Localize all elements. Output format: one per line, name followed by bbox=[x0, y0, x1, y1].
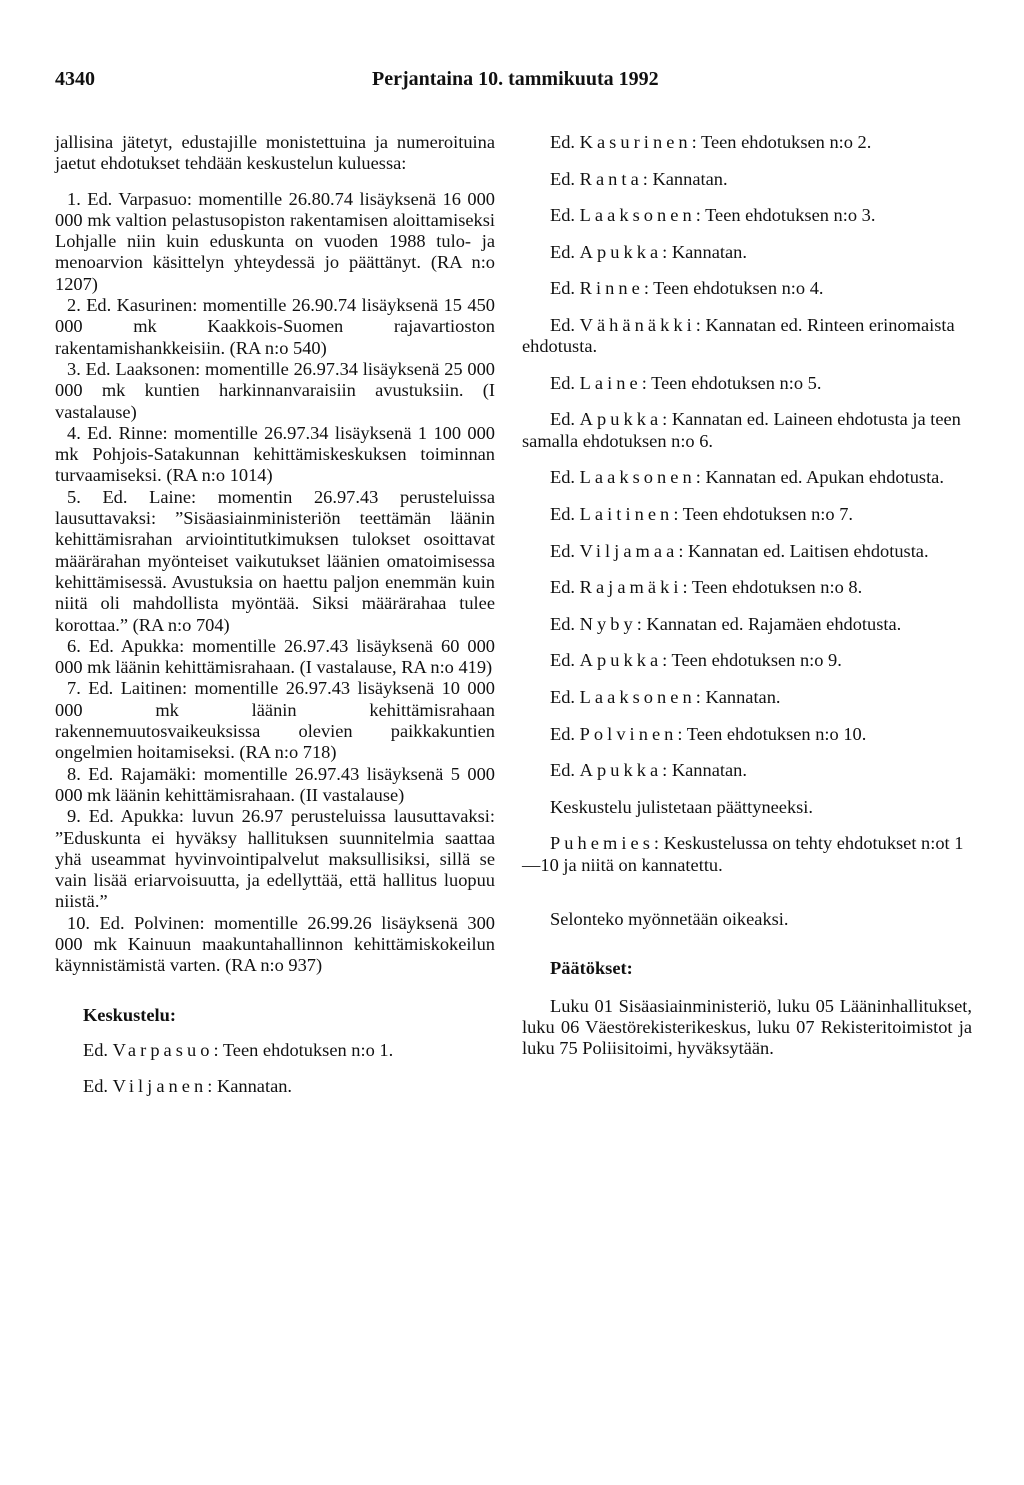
proposal-item: 5. Ed. Laine: momentin 26.97.43 perusteluissa lausuttavaksi: ”Sisäasiainministeriön teettämän läänin kehittämisrahan arviointitutkimuksen tulokset osoittavat määrärahan myönteiset vaikutukset läänien omatoimisessa kehittämisessä. Avustuksia on haettu paljon enemmän kuin niitä oli mahdollista myöntää. Siksi määrärahaa tulee korottaa.” (RA n:o 704) bbox=[55, 486, 495, 635]
speech-prefix: Ed. bbox=[550, 372, 576, 393]
speech-text: : Kannatan ed. Apukan ehdotusta. bbox=[695, 467, 944, 488]
speech-entry bbox=[522, 504, 972, 525]
speaker-remark bbox=[522, 833, 972, 876]
speech-prefix: Ed. bbox=[550, 314, 576, 335]
speech-prefix: Ed. bbox=[83, 1039, 109, 1060]
left-column bbox=[55, 132, 495, 1113]
speech-entry bbox=[522, 541, 972, 562]
proposal-item: 4. Ed. Rinne: momentille 26.97.34 lisäyksenä 1 100 000 mk Pohjois-Satakunnan kehittämiskeskuksen toiminnan turvaamiseksi. (RA n:o 1014) bbox=[55, 422, 495, 486]
speaker-name: Puhemies bbox=[550, 833, 654, 854]
speech-text: : Kannatan. bbox=[207, 1076, 293, 1097]
speech-prefix: Ed. bbox=[83, 1076, 109, 1097]
speech-text: : Teen ehdotuksen n:o 2. bbox=[691, 132, 872, 152]
speaker-name: Rinne bbox=[579, 278, 644, 299]
speech-entry bbox=[522, 315, 972, 358]
speaker-name: Apukka bbox=[579, 760, 663, 781]
speech-entry bbox=[522, 724, 972, 745]
speech-entry bbox=[522, 373, 972, 394]
speaker-name: Viljamaa bbox=[579, 540, 679, 561]
speech-text: : Kannatan ed. Rajamäen ehdotusta. bbox=[636, 613, 902, 634]
speaker-name: Nyby bbox=[579, 613, 637, 634]
speech-text: : Teen ehdotuksen n:o 7. bbox=[673, 503, 854, 524]
running-head: Perjantaina 10. tammikuuta 1992 bbox=[372, 68, 659, 90]
proposal-item: 3. Ed. Laaksonen: momentille 26.97.34 lisäyksenä 25 000 000 mk kuntien harkinnanvaraisiin avustuksiin. (I vastalause) bbox=[55, 358, 495, 422]
page-header bbox=[0, 68, 1024, 96]
speaker-name: Apukka bbox=[579, 650, 663, 671]
speech-entry bbox=[55, 1040, 495, 1061]
proposal-item: 6. Ed. Apukka: momentille 26.97.43 lisäyksenä 60 000 000 mk läänin kehittämisrahaan. (I vastalause, RA n:o 419) bbox=[55, 635, 495, 678]
speech-entry bbox=[522, 242, 972, 263]
speaker-name: Viljanen bbox=[112, 1076, 208, 1097]
proposal-item: 1. Ed. Varpasuo: momentille 26.80.74 lisäyksenä 16 000 000 mk valtion pelastusopiston rakentamisen aloittamiseksi Lohjalle niin kuin eduskunta on vuoden 1988 tulo- ja menoarvion käsittelyn yhteydessä jo päättänyt. (RA n:o 1207) bbox=[55, 188, 495, 294]
speech-prefix: Ed. bbox=[550, 613, 576, 634]
speech-text: : Teen ehdotuksen n:o 3. bbox=[695, 205, 876, 226]
discussion-heading: Keskustelu: bbox=[83, 1004, 176, 1025]
speech-entry bbox=[522, 205, 972, 226]
speaker-name: Laaksonen bbox=[579, 467, 696, 488]
proposal-item: 8. Ed. Rajamäki: momentille 26.97.43 lisäyksenä 5 000 000 mk läänin kehittämisrahaan. (II vastalause) bbox=[55, 763, 495, 805]
proposal-item: 9. Ed. Apukka: luvun 26.97 perusteluissa lausuttavaksi: ”Eduskunta ei hyväksy hallituksen suunnitelmia saattaa yhä useammat hyvinvointipalvelut maksullisiksi, sillä se vain lisää eriarvoisuutta, ja edellyttää, että hallitus luopuu niistä.” bbox=[55, 806, 495, 912]
intro-paragraph: jallisina jätetyt, edustajille monistettuina ja numeroituina jaetut ehdotukset tehdään keskustelun kuluessa: bbox=[55, 132, 495, 174]
speaker-name: Kasurinen bbox=[579, 132, 692, 152]
speech-prefix: Ed. bbox=[550, 409, 576, 430]
speech-entry bbox=[522, 687, 972, 708]
speech-text: : Kannatan. bbox=[642, 168, 728, 189]
speaker-name: Vähänäkki bbox=[579, 314, 696, 335]
speech-prefix: Ed. bbox=[550, 503, 576, 524]
speech-prefix: Ed. bbox=[550, 467, 576, 488]
speech-prefix: Ed. bbox=[550, 278, 576, 299]
speaker-name: Laine bbox=[579, 372, 642, 393]
speech-text: : Kannatan ed. Laineen ehdotusta ja teen samalla ehdotuksen n:o 6. bbox=[522, 409, 961, 451]
speech-text: : Kannatan ed. Rinteen erinomaista ehdotusta. bbox=[522, 314, 955, 357]
speaker-name: Apukka bbox=[579, 241, 663, 262]
speech-prefix: Ed. bbox=[550, 723, 576, 744]
approval-statement: Selonteko myönnetään oikeaksi. bbox=[550, 909, 789, 930]
speech-entry bbox=[522, 650, 972, 671]
speech-entry bbox=[55, 1076, 495, 1097]
proposal-item: 2. Ed. Kasurinen: momentille 26.90.74 lisäyksenä 15 450 000 mk Kaakkois-Suomen rajavartioston rakentamishankkeisiin. (RA n:o 540) bbox=[55, 295, 495, 358]
speech-prefix: Ed. bbox=[550, 577, 576, 598]
speech-entry bbox=[522, 132, 972, 153]
speech-entry bbox=[522, 278, 972, 299]
page-number: 4340 bbox=[55, 68, 95, 90]
speech-entry bbox=[522, 169, 972, 190]
speech-entry bbox=[522, 409, 972, 452]
speech-text: : Teen ehdotuksen n:o 5. bbox=[641, 372, 822, 393]
speech-prefix: Ed. bbox=[550, 205, 576, 226]
speaker-name: Ranta bbox=[579, 168, 643, 189]
speech-text: : Teen ehdotuksen n:o 9. bbox=[662, 650, 842, 671]
proposal-item: 7. Ed. Laitinen: momentille 26.97.43 lisäyksenä 10 000 000 mk läänin kehittämisrahaan rakennemuutosvaikeuksissa olevien paikkakuntien ongelmien hoitamiseksi. (RA n:o 718) bbox=[55, 678, 495, 763]
speech-text: : Kannatan. bbox=[662, 241, 747, 262]
speech-prefix: Ed. bbox=[550, 168, 576, 189]
speech-text: : Kannatan. bbox=[695, 686, 781, 707]
speech-text: : Teen ehdotuksen n:o 4. bbox=[643, 278, 824, 299]
speech-entry bbox=[522, 577, 972, 598]
right-column bbox=[522, 132, 972, 1060]
speaker-name: Polvinen bbox=[579, 723, 678, 744]
speech-prefix: Ed. bbox=[550, 686, 576, 707]
speech-prefix: Ed. bbox=[550, 241, 576, 262]
decisions-heading: Päätökset: bbox=[550, 958, 633, 979]
speaker-name: Laitinen bbox=[579, 503, 674, 524]
speech-prefix: Ed. bbox=[550, 650, 576, 671]
speech-text: : Kannatan ed. Laitisen ehdotusta. bbox=[678, 540, 929, 561]
speaker-name: Laaksonen bbox=[579, 205, 696, 226]
decisions-text: Luku 01 Sisäasiainministeriö, luku 05 Lääninhallitukset, luku 06 Väestörekisterikeskus, luku 07 Rekisteritoimistot ja luku 75 Poliisitoimi, hyväksytään. bbox=[522, 995, 972, 1059]
speech-text: : Teen ehdotuksen n:o 1. bbox=[213, 1039, 394, 1060]
speech-entry bbox=[522, 760, 972, 781]
speech-text: : Keskustelussa on tehty ehdotukset n:ot 1—10 ja niitä on kannatettu. bbox=[522, 833, 964, 875]
spacer bbox=[522, 891, 972, 909]
closing-statement: Keskustelu julistetaan päättyneeksi. bbox=[550, 796, 814, 817]
speech-entry bbox=[522, 614, 972, 635]
speech-text: : Teen ehdotuksen n:o 8. bbox=[682, 577, 863, 598]
speaker-name: Laaksonen bbox=[579, 686, 696, 707]
speaker-name: Rajamäki bbox=[579, 577, 683, 598]
speech-entry bbox=[522, 467, 972, 488]
speech-prefix: Ed. bbox=[550, 760, 576, 781]
speech-prefix: Ed. bbox=[550, 540, 576, 561]
speaker-name: Varpasuo bbox=[112, 1039, 214, 1060]
speaker-name: Apukka bbox=[579, 409, 663, 430]
speech-text: : Kannatan. bbox=[662, 760, 747, 781]
proposal-item: 10. Ed. Polvinen: momentille 26.99.26 lisäyksenä 300 000 mk Kainuun maakuntahallinnon kehittämiskokeilun käynnistämistä varten. (RA n:o 937) bbox=[55, 912, 495, 976]
speech-prefix: Ed. bbox=[550, 132, 576, 152]
speech-text: : Teen ehdotuksen n:o 10. bbox=[677, 723, 867, 744]
